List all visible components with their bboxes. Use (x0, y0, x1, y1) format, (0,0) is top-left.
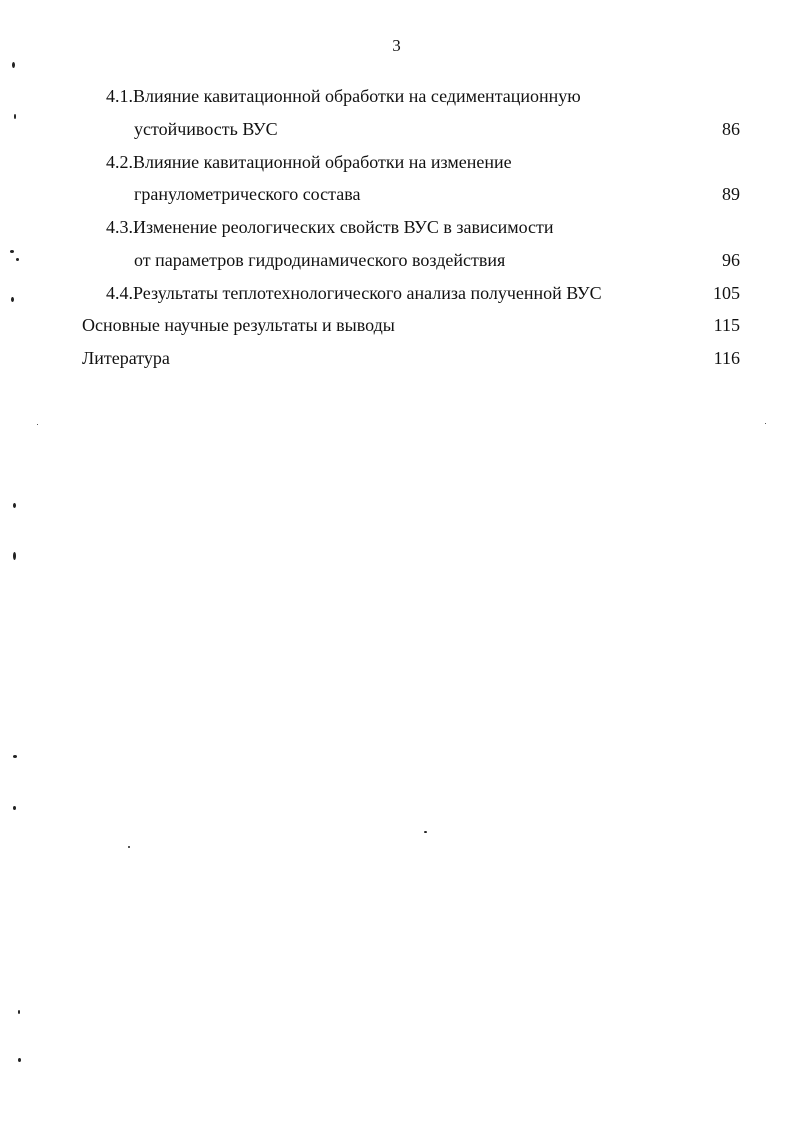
scan-speck (37, 424, 38, 425)
scan-speck (16, 258, 19, 261)
toc-entry-4-3-page: 96 (722, 250, 740, 270)
scan-speck (13, 755, 17, 758)
scan-speck (18, 1058, 21, 1062)
toc-entry-4-4: 4.4.Результаты теплотехнологического анализа полученной ВУС (106, 283, 602, 303)
toc-entry-4-2-line1: 4.2.Влияние кавитационной обработки на изменение (106, 152, 512, 172)
scan-speck (13, 806, 16, 810)
toc-entry-4-1-line2: устойчивость ВУС (134, 119, 278, 139)
toc-entry-conclusions: Основные научные результаты и выводы (82, 315, 395, 335)
toc-entry-4-3-line1: 4.3.Изменение реологических свойств ВУС в зависимости (106, 217, 554, 237)
toc-entry-4-1-line1: 4.1.Влияние кавитационной обработки на седиментационную (106, 86, 581, 106)
toc-entry-4-4-page: 105 (713, 283, 740, 303)
scan-speck (424, 831, 427, 833)
scan-speck (765, 423, 766, 424)
scan-speck (11, 297, 14, 302)
scan-speck (12, 62, 15, 68)
page-number: 3 (392, 36, 401, 55)
scan-speck (18, 1010, 20, 1014)
toc-entry-4-1-page: 86 (722, 119, 740, 139)
toc-entry-4-3-line2: от параметров гидродинамического воздействия (134, 250, 506, 270)
scan-speck (13, 552, 16, 560)
scan-speck (13, 503, 16, 508)
scan-speck (10, 250, 14, 253)
toc-entry-literature-page: 116 (713, 348, 740, 368)
scan-speck (14, 114, 16, 119)
toc-entry-4-2-page: 89 (722, 184, 740, 204)
toc-entry-conclusions-page: 115 (713, 315, 740, 335)
toc-entry-4-2-line2: гранулометрического состава (134, 184, 361, 204)
toc-entry-literature: Литература (82, 348, 170, 368)
scan-speck (128, 846, 130, 848)
